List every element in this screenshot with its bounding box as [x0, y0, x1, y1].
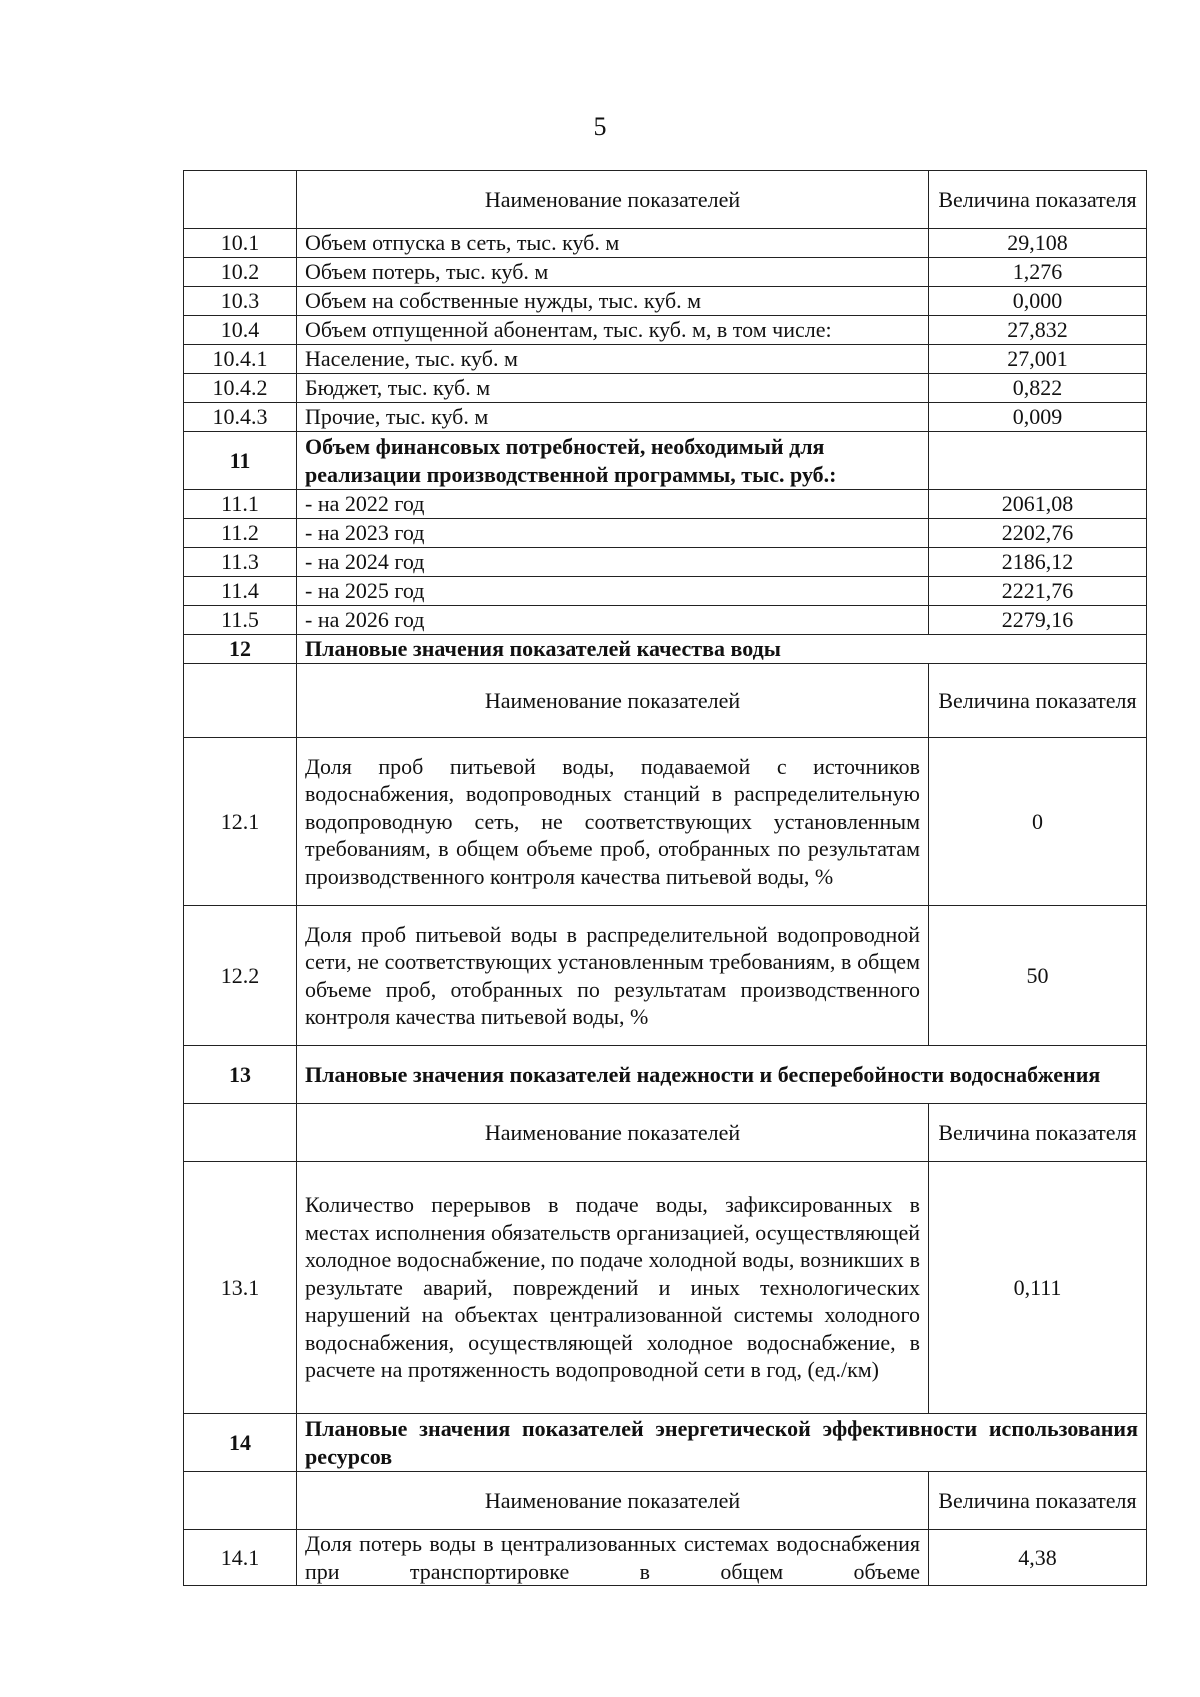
table-row — [184, 374, 1147, 403]
section-title: Плановые значения показателей надежности и бесперебойности водоснабжения — [297, 1046, 1147, 1104]
row-number: 10.4 — [184, 316, 297, 345]
table-row — [184, 1162, 1147, 1414]
row-number: 10.4.1 — [184, 345, 297, 374]
section-title: Объем финансовых потребностей, необходимый для реализации производственной программы, тыс. руб.: — [297, 432, 929, 490]
row-value: 29,108 — [929, 229, 1147, 258]
section-row — [184, 635, 1147, 664]
row-number: 10.1 — [184, 229, 297, 258]
row-name: - на 2022 год — [297, 490, 929, 519]
row-value: 0,000 — [929, 287, 1147, 316]
section-title: Плановые значения показателей качества воды — [297, 635, 1147, 664]
row-number: 14.1 — [184, 1530, 297, 1586]
header-name-cell: Наименование показателей — [297, 171, 929, 229]
row-name: - на 2026 год — [297, 606, 929, 635]
header-num-cell — [184, 664, 297, 738]
header-value-cell: Величина показателя — [929, 664, 1147, 738]
row-name: - на 2023 год — [297, 519, 929, 548]
row-value: 2061,08 — [929, 490, 1147, 519]
row-value: 4,38 — [929, 1530, 1147, 1586]
header-value-cell: Величина показателя — [929, 1104, 1147, 1162]
row-number: 10.4.3 — [184, 403, 297, 432]
row-name: Население, тыс. куб. м — [297, 345, 929, 374]
row-value: 27,832 — [929, 316, 1147, 345]
header-name-cell: Наименование показателей — [297, 1104, 929, 1162]
table-row — [184, 906, 1147, 1046]
row-value: 0,009 — [929, 403, 1147, 432]
section-title: Плановые значения показателей энергетической эффективности использования ресурсов — [297, 1414, 1147, 1472]
table-row — [184, 548, 1147, 577]
table-row — [184, 287, 1147, 316]
row-name: Доля проб питьевой воды, подаваемой с источников водоснабжения, водопроводных станций в распределительную водопроводную сеть, не соответствующих установленным требованиям, в общем объеме проб, отобранных по результатам производственного контроля качества питьевой воды, % — [297, 738, 929, 906]
row-number: 11.4 — [184, 577, 297, 606]
row-value: 2202,76 — [929, 519, 1147, 548]
row-value: 27,001 — [929, 345, 1147, 374]
table-row — [184, 403, 1147, 432]
section-value-cell — [929, 432, 1147, 490]
table-row — [184, 738, 1147, 906]
header-num-cell — [184, 1104, 297, 1162]
row-value: 1,276 — [929, 258, 1147, 287]
table-header-row — [184, 171, 1147, 229]
section-row — [184, 432, 1147, 490]
table-row — [184, 606, 1147, 635]
section-number: 13 — [184, 1046, 297, 1104]
row-value: 2221,76 — [929, 577, 1147, 606]
row-value: 0,111 — [929, 1162, 1147, 1414]
row-number: 11.2 — [184, 519, 297, 548]
row-number: 10.2 — [184, 258, 297, 287]
header-num-cell — [184, 1472, 297, 1530]
section-row — [184, 1414, 1147, 1472]
row-name: Объем на собственные нужды, тыс. куб. м — [297, 287, 929, 316]
row-number: 11.1 — [184, 490, 297, 519]
row-number: 13.1 — [184, 1162, 297, 1414]
header-name-cell: Наименование показателей — [297, 1472, 929, 1530]
row-number: 11.5 — [184, 606, 297, 635]
table-row — [184, 519, 1147, 548]
table-row — [184, 1530, 1147, 1586]
table-row — [184, 258, 1147, 287]
row-name: Бюджет, тыс. куб. м — [297, 374, 929, 403]
section-number: 12 — [184, 635, 297, 664]
row-value: 2279,16 — [929, 606, 1147, 635]
indicators-table — [183, 170, 1147, 1586]
section-number: 11 — [184, 432, 297, 490]
table-header-row — [184, 664, 1147, 738]
row-name: Доля проб питьевой воды в распределительной водопроводной сети, не соответствующих установленным требованиям, в общем объеме проб, отобранных по результатам производственного контроля качества питьевой воды, % — [297, 906, 929, 1046]
row-name: - на 2024 год — [297, 548, 929, 577]
header-value-cell: Величина показателя — [929, 1472, 1147, 1530]
row-name: Объем отпущенной абонентам, тыс. куб. м, в том числе: — [297, 316, 929, 345]
row-value: 0 — [929, 738, 1147, 906]
row-name: Объем отпуска в сеть, тыс. куб. м — [297, 229, 929, 258]
section-number: 14 — [184, 1414, 297, 1472]
table-row — [184, 229, 1147, 258]
row-number: 12.2 — [184, 906, 297, 1046]
page-number: 5 — [593, 112, 607, 141]
table-header-row — [184, 1104, 1147, 1162]
table-header-row — [184, 1472, 1147, 1530]
row-number: 10.3 — [184, 287, 297, 316]
section-row — [184, 1046, 1147, 1104]
row-value: 50 — [929, 906, 1147, 1046]
row-number: 11.3 — [184, 548, 297, 577]
row-name: - на 2025 год — [297, 577, 929, 606]
header-name-cell: Наименование показателей — [297, 664, 929, 738]
table-row — [184, 316, 1147, 345]
row-name: Доля потерь воды в централизованных системах водоснабжения при транспортировке в общем объеме — [297, 1530, 929, 1586]
row-name: Прочие, тыс. куб. м — [297, 403, 929, 432]
table-row — [184, 490, 1147, 519]
row-value: 0,822 — [929, 374, 1147, 403]
row-name: Объем потерь, тыс. куб. м — [297, 258, 929, 287]
row-number: 10.4.2 — [184, 374, 297, 403]
row-name: Количество перерывов в подаче воды, зафиксированных в местах исполнения обязательств организацией, осуществляющей холодное водоснабжение, по подаче холодной воды, возникших в результате аварий, повреждений и иных технологических нарушений на объектах централизованной системы холодного водоснабжения, осуществляющей холодное водоснабжение, в расчете на протяженность водопроводной сети в год, (ед./км) — [297, 1162, 929, 1414]
header-num-cell — [184, 171, 297, 229]
row-value: 2186,12 — [929, 548, 1147, 577]
row-number: 12.1 — [184, 738, 297, 906]
header-value-cell: Величина показателя — [929, 171, 1147, 229]
table-row — [184, 345, 1147, 374]
table-row — [184, 577, 1147, 606]
